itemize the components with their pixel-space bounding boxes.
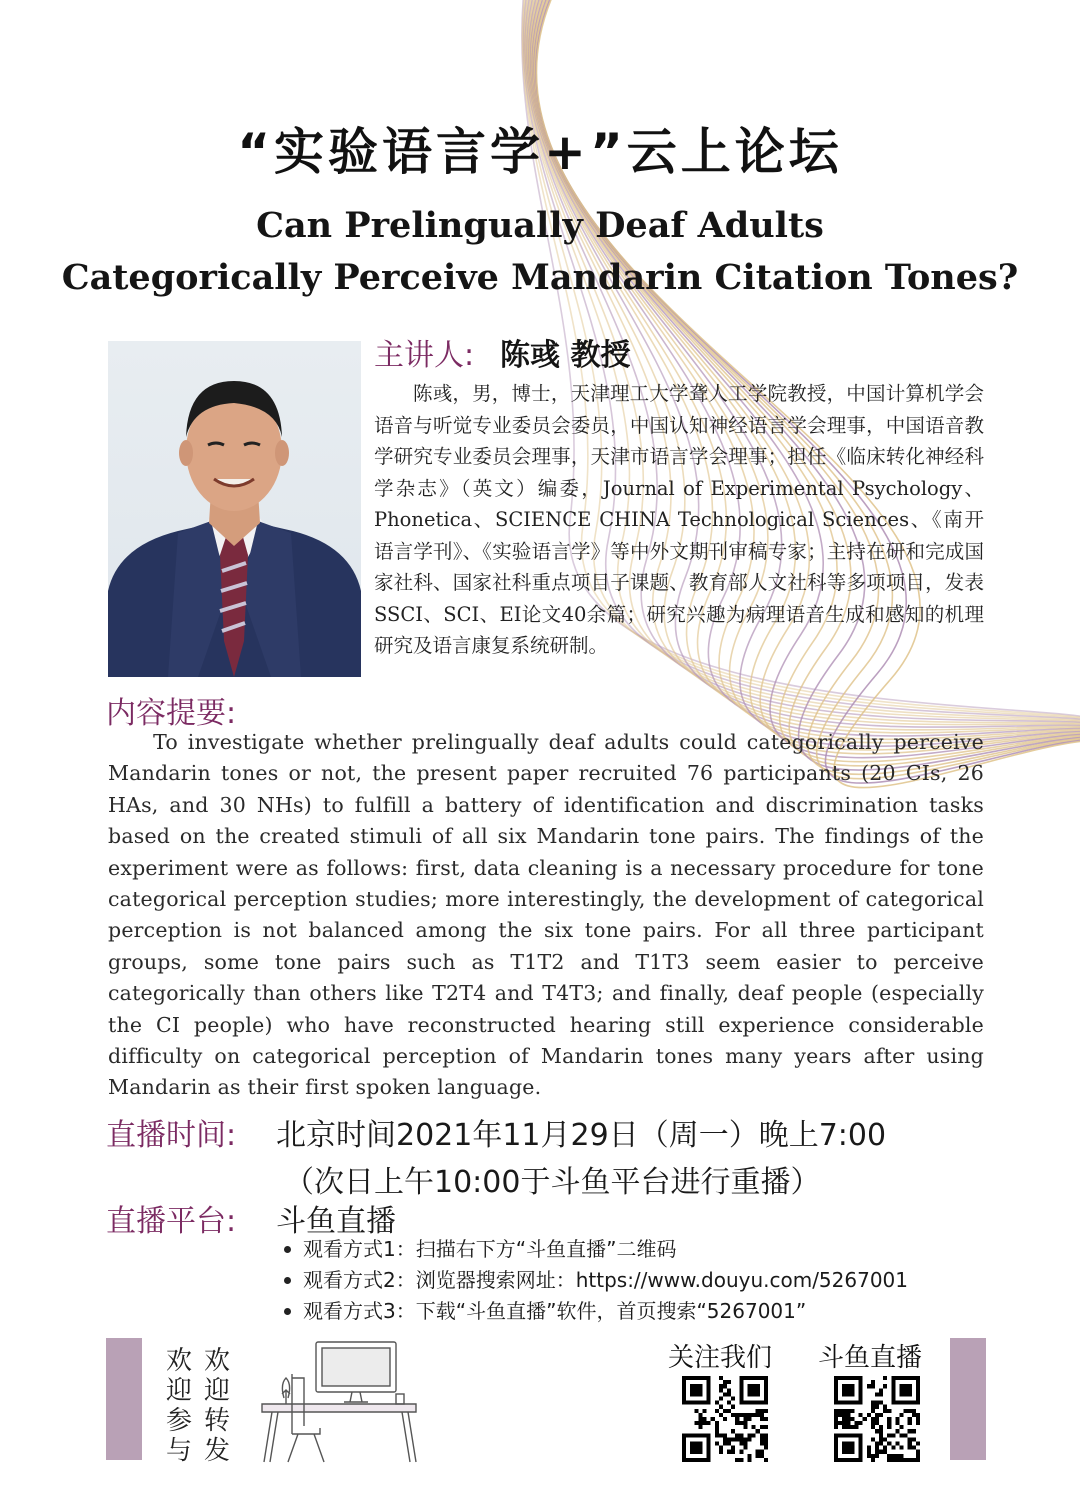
speaker-name: 陈彧 教授 [500,338,631,373]
qr-follow-label: 关注我们 [668,1343,773,1373]
welcome-join-text: 欢迎参与 [165,1346,192,1466]
list-item [282,1234,982,1265]
bullet-icon [284,1277,291,1284]
qr-code-follow-icon[interactable] [682,1376,768,1462]
platform-label: 直播平台: [106,1204,237,1239]
abstract-label: 内容提要: [106,696,237,731]
watch-method-2: 观看方式2：浏览器搜索网址：https://www.douyu.com/5267001 [303,1268,909,1292]
speaker-label: 主讲人: [374,338,475,373]
list-item [282,1296,982,1327]
qr-douyu-label: 斗鱼直播 [818,1343,923,1373]
list-item [282,1265,982,1296]
broadcast-time-label: 直播时间: [106,1118,237,1153]
qr-code-douyu-icon[interactable] [834,1376,920,1462]
watch-methods-list [282,1234,982,1327]
desk-illustration-icon [258,1338,422,1464]
watch-method-3: 观看方式3：下载“斗鱼直播”软件，首页搜索“5267001” [303,1299,807,1323]
forum-title: “实验语言学+”云上论坛 [237,123,843,181]
speaker-bio: 陈彧，男，博士，天津理工大学聋人工学院教授，中国计算机学会语音与听觉专业委员会委员，中国认知神经语言学会理事，中国语音教学研究专业委员会理事，天津市语言学会理事；担任《临床转化神经科学杂志》（英文）编委，Journal of Experimental Psychology、Phonetica、SCIENCE CHINA Technological Sciences、《南开语言学刊》、《实验语言学》等中外文期刊审稿专家；主持在研和完成国家社科、国家社科重点项目子课题、教育部人文社科等多项项目，发表SSCI、SCI、EI论文40余篇；研究兴趣为病理语音生成和感知的机理研究及语言康复系统研制。 [374,382,984,657]
footer-left-bar [106,1338,142,1460]
footer-right-bar [950,1338,986,1460]
talk-title-line-1: Can Prelingually Deaf Adults [256,205,824,246]
platform-value: 斗鱼直播 [276,1204,396,1239]
replay-note: （次日上午10:00于斗鱼平台进行重播） [284,1165,821,1200]
bullet-icon [284,1308,291,1315]
speaker-photo [108,341,361,677]
talk-title-line-2: Categorically Perceive Mandarin Citation Tones? [61,257,1019,298]
bullet-icon [284,1246,291,1253]
broadcast-time-value: 北京时间2021年11月29日（周一）晚上7:00 [276,1118,887,1153]
abstract-text: To investigate whether prelingually deaf adults could categorically perceive Mandarin tones or not, the present paper recruited 76 participants (20 CIs, 26 HAs, and 30 NHs) to fulfill a battery of identification and discrimination tasks based on the created stimuli of all six Mandarin tone pairs. The findings of the experiment were as follows: first, data cleaning is a necessary procedure for tone categorical perception studies; more interestingly, the development of categorical perception is not balanced among the six tone pairs. For all three participant groups, some tone pairs such as T1T2 and T1T3 seem easier to perceive categorically than others like T2T4 and T4T3; and finally, deaf people (especially the CI people) who have reconstructed hearing still experience considerable difficulty on categorical perception of Mandarin tones many years after using Mandarin as their first spoken language. [108,730,984,1100]
watch-method-1: 观看方式1：扫描右下方“斗鱼直播”二维码 [303,1237,677,1261]
talk-title [40,200,1040,304]
welcome-share-text: 欢迎转发 [203,1346,230,1466]
